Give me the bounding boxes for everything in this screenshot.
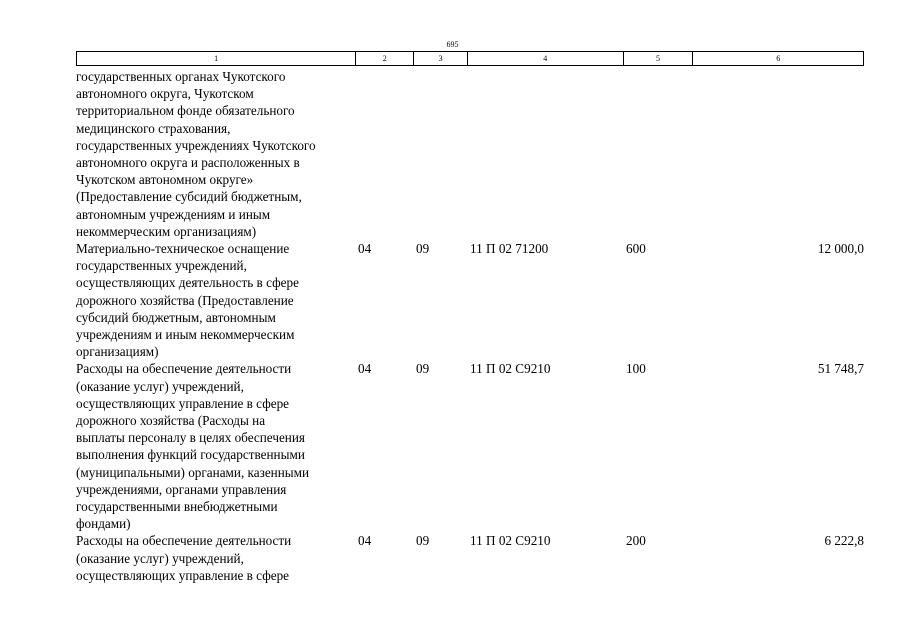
row-target-code [468, 68, 624, 240]
column-header-6: 6 [776, 54, 781, 63]
row-description: Расходы на обеспечение деятельности (оказание услуг) учреждений, осуществляющих управление в сфере дорожного хозяйства (Расходы на выплаты персоналу в целях обеспечения выполнения функций государственными (муниципальными) органами, казенными учреждениями, органами управления государственными внебюджетными фондами) [76, 361, 310, 532]
table-body [76, 68, 864, 584]
row-amount: 6 222,8 [824, 533, 864, 549]
row-description: государственных органах Чукотского автономного округа, Чукотском территориальном фонде обязательного медицинского страхования, государственных учреждениях Чукотского автономного округа и расположенных в Чукотском автономном округе» (Предоставление субсидий бюджетным, автономным учреждениям и иным некоммерческим организациям) [76, 69, 316, 239]
table-row [76, 240, 864, 360]
column-header-2: 2 [356, 52, 414, 65]
row-amount [694, 68, 864, 240]
row-amount: 12 000,0 [817, 241, 864, 257]
row-target-code: 11 П 02 С9210 [470, 361, 551, 377]
column-header-4: 4 [468, 52, 624, 65]
row-section: 04 [358, 533, 372, 549]
row-subsection [414, 68, 468, 240]
column-header-5: 5 [624, 52, 694, 65]
page-number: 695 [446, 40, 459, 49]
row-expense-type: 100 [626, 361, 646, 377]
row-expense-type: 200 [626, 533, 646, 549]
row-amount: 51 748,7 [817, 361, 864, 377]
table-row [76, 532, 864, 584]
row-section: 04 [358, 241, 372, 257]
row-subsection: 09 [416, 361, 430, 377]
row-subsection: 09 [416, 241, 430, 257]
row-description: Расходы на обеспечение деятельности (оказание услуг) учреждений, осуществляющих управление в сфере [76, 533, 292, 583]
table-row [76, 360, 864, 532]
column-header-3: 3 [414, 52, 468, 65]
row-expense-type [624, 68, 694, 240]
column-header-1: 1 [77, 52, 356, 65]
row-target-code: 11 П 02 71200 [470, 241, 549, 257]
row-expense-type: 600 [626, 241, 646, 257]
row-section [356, 68, 414, 240]
table-header [76, 51, 864, 66]
row-subsection: 09 [416, 533, 430, 549]
table-row [76, 68, 864, 240]
row-description: Материально-техническое оснащение государственных учреждений, осуществляющих деятельность в сфере дорожного хозяйства (Предоставление субсидий бюджетным, автономным учреждениям и иным некоммерческим организациям) [76, 241, 299, 360]
row-target-code: 11 П 02 С9210 [470, 533, 551, 549]
row-section: 04 [358, 361, 372, 377]
